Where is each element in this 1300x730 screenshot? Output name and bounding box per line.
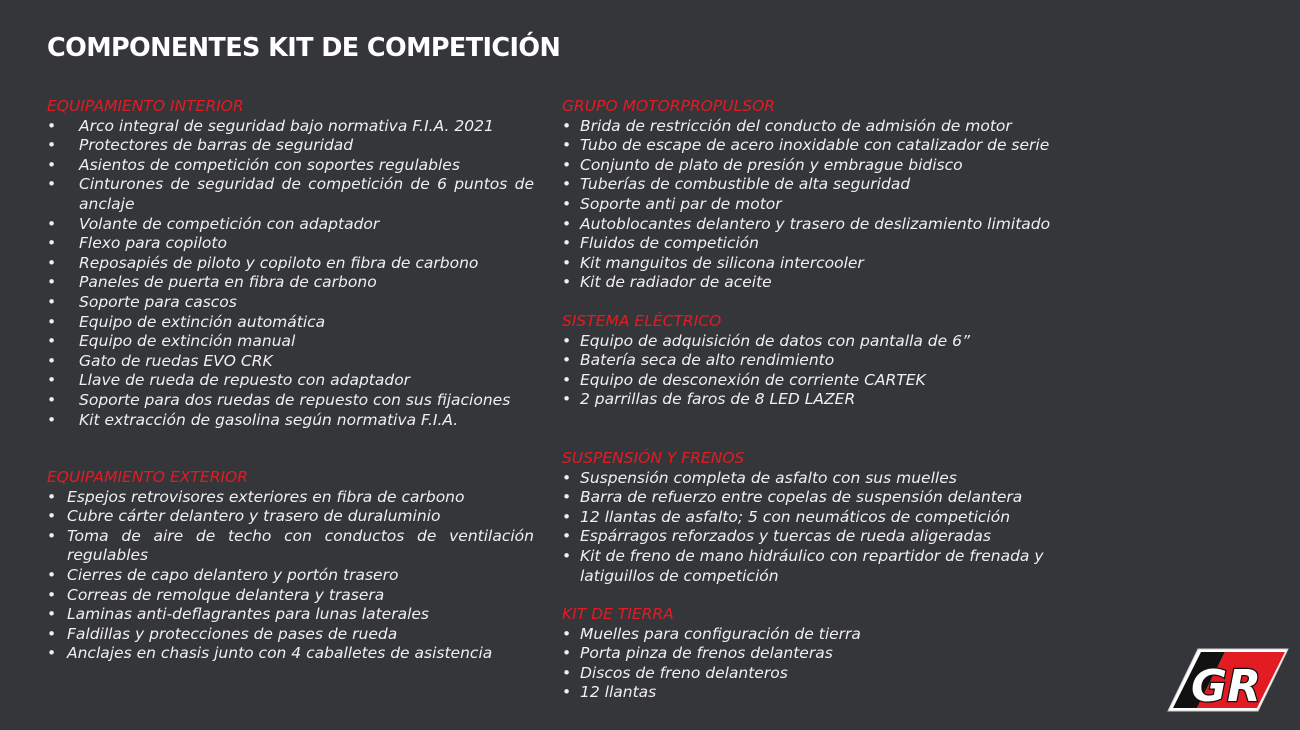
list-item: • Tubo de escape de acero inoxidable con catalizador de serie xyxy=(562,136,1057,156)
list-item: • Cubre cárter delantero y trasero de duraluminio xyxy=(47,507,534,527)
list-item: • Kit manguitos de silicona intercooler xyxy=(562,254,1057,274)
list-item: • Autoblocantes delantero y trasero de deslizamiento limitado xyxy=(562,215,1057,235)
section-powertrain xyxy=(562,97,1057,293)
list-item: • Paneles de puerta en fibra de carbono xyxy=(47,273,534,293)
section-title-gravel: KIT DE TIERRA xyxy=(562,605,674,623)
list-item: • Discos de freno delanteros xyxy=(562,664,1057,684)
list-item: • Cierres de capo delantero y portón trasero xyxy=(47,566,534,586)
list-item: • 12 llantas de asfalto; 5 con neumáticos de competición xyxy=(562,508,1057,528)
gr-logo-icon xyxy=(1164,648,1289,712)
list-item: • Soporte anti par de motor xyxy=(562,195,1057,215)
list-item: • Protectores de barras de seguridad xyxy=(47,136,534,156)
list-item: • Toma de aire de techo con conductos de ventilación regulables xyxy=(47,527,534,566)
list-item: • Llave de rueda de repuesto con adaptador xyxy=(47,371,534,391)
section-gravel xyxy=(562,605,1057,703)
list-item: • 2 parrillas de faros de 8 LED LAZER xyxy=(562,390,1057,410)
list-item: • Soporte para dos ruedas de repuesto con sus fijaciones xyxy=(47,391,534,411)
list-item: • Batería seca de alto rendimiento xyxy=(562,351,1057,371)
list-item: • Equipo de extinción automática xyxy=(47,313,534,333)
list-item: • Barra de refuerzo entre copelas de suspensión delantera xyxy=(562,488,1057,508)
list-item: • Gato de ruedas EVO CRK xyxy=(47,352,534,372)
list-item: • Laminas anti-deflagrantes para lunas laterales xyxy=(47,605,534,625)
list-item: • Faldillas y protecciones de pases de rueda xyxy=(47,625,534,645)
list-suspension xyxy=(562,469,1057,587)
section-interior xyxy=(47,97,534,430)
list-item: • Fluidos de competición xyxy=(562,234,1057,254)
list-item: • Correas de remolque delantera y trasera xyxy=(47,586,534,606)
gr-logo-text: GR xyxy=(1191,661,1261,712)
list-item: • Equipo de desconexión de corriente CARTEK xyxy=(562,371,1057,391)
section-title-powertrain: GRUPO MOTORPROPULSOR xyxy=(562,97,776,115)
list-item: • Arco integral de seguridad bajo normativa F.I.A. 2021 xyxy=(47,117,534,137)
list-item: • Cinturones de seguridad de competición de 6 puntos de anclaje xyxy=(47,175,534,214)
list-item: • Espejos retrovisores exteriores en fibra de carbono xyxy=(47,488,534,508)
list-item: • Equipo de adquisición de datos con pantalla de 6” xyxy=(562,332,1057,352)
list-item: • Tuberías de combustible de alta seguridad xyxy=(562,175,1057,195)
list-item: • Equipo de extinción manual xyxy=(47,332,534,352)
list-item: • Conjunto de plato de presión y embrague bidisco xyxy=(562,156,1057,176)
list-item: • Asientos de competición con soportes regulables xyxy=(47,156,534,176)
list-item: • Kit de freno de mano hidráulico con repartidor de frenada y latiguillos de competición xyxy=(562,547,1057,586)
section-title-exterior: EQUIPAMIENTO EXTERIOR xyxy=(47,468,249,486)
list-gravel xyxy=(562,625,1057,703)
list-item: • Volante de competición con adaptador xyxy=(47,215,534,235)
list-item: • Anclajes en chasis junto con 4 caballetes de asistencia xyxy=(47,644,534,664)
section-title-suspension: SUSPENSIÓN Y FRENOS xyxy=(562,449,745,467)
list-item: • Muelles para configuración de tierra xyxy=(562,625,1057,645)
list-item: • Soporte para cascos xyxy=(47,293,534,313)
list-item: • Kit extracción de gasolina según normativa F.I.A. xyxy=(47,411,534,431)
section-exterior xyxy=(47,468,534,664)
list-item: • Flexo para copiloto xyxy=(47,234,534,254)
list-item: • Porta pinza de frenos delanteras xyxy=(562,644,1057,664)
section-title-electrical: SISTEMA ELÉCTRICO xyxy=(562,312,722,330)
section-suspension xyxy=(562,449,1057,586)
list-item: • 12 llantas xyxy=(562,683,1057,703)
list-electrical xyxy=(562,332,1057,410)
list-interior xyxy=(47,117,534,431)
page-title: COMPONENTES KIT DE COMPETICIÓN xyxy=(47,33,561,63)
list-powertrain xyxy=(562,117,1057,293)
list-item: • Reposapiés de piloto y copiloto en fibra de carbono xyxy=(47,254,534,274)
section-electrical xyxy=(562,312,1057,410)
list-item: • Brida de restricción del conducto de admisión de motor xyxy=(562,117,1057,137)
list-item: • Espárragos reforzados y tuercas de rueda aligeradas xyxy=(562,527,1057,547)
list-exterior xyxy=(47,488,534,664)
list-item: • Kit de radiador de aceite xyxy=(562,273,1057,293)
section-title-interior: EQUIPAMIENTO INTERIOR xyxy=(47,97,244,115)
list-item: • Suspensión completa de asfalto con sus muelles xyxy=(562,469,1057,489)
